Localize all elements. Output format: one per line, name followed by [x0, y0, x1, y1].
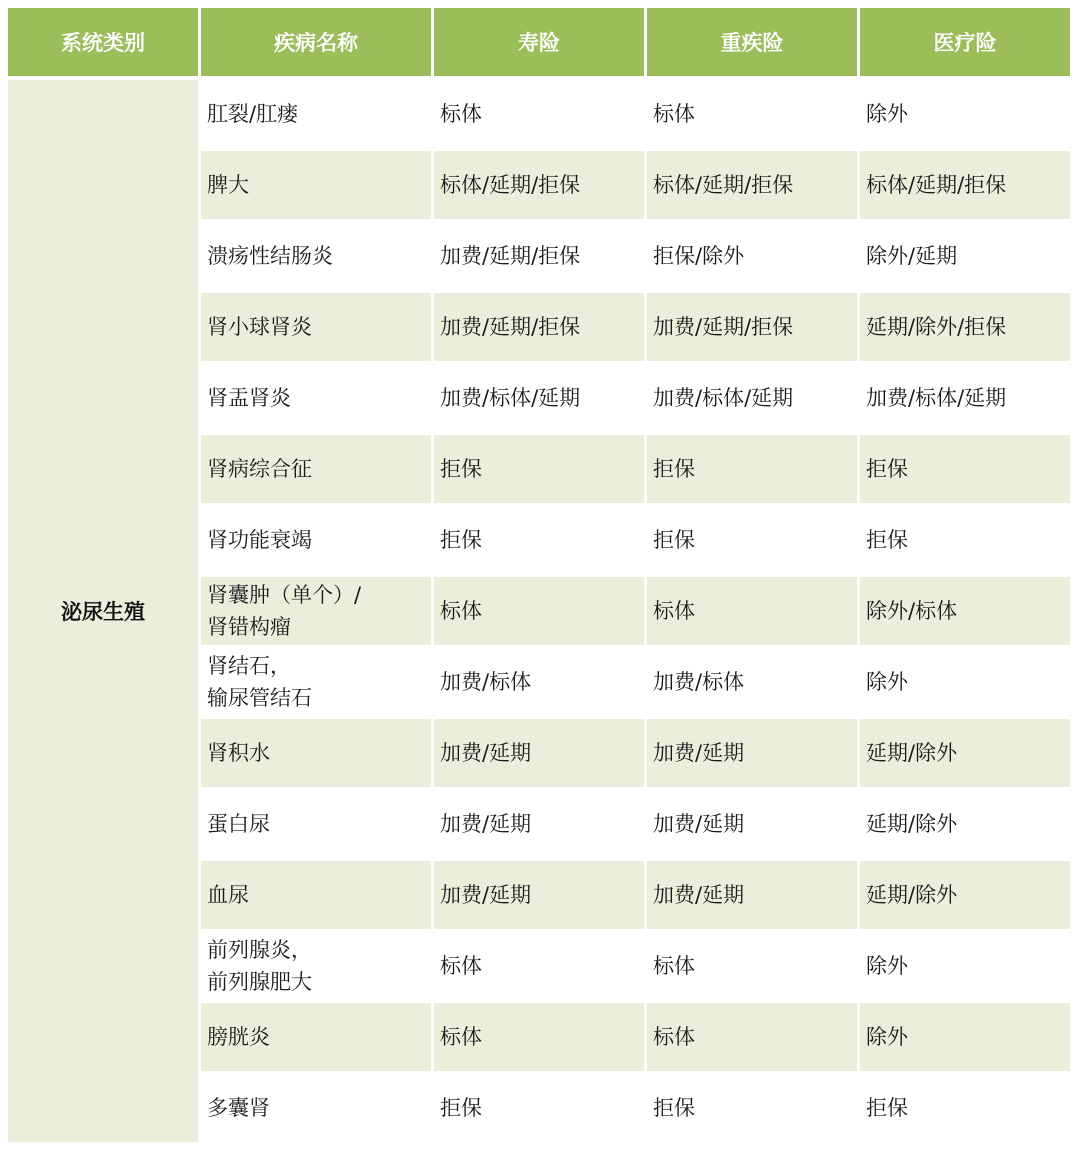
category-cell: 泌尿生殖 [8, 80, 198, 1142]
table-row [201, 577, 1070, 645]
table-row [201, 790, 1070, 858]
disease-name-line: 肾病综合征 [207, 457, 312, 481]
medical-insurance-cell: 除外 [866, 102, 908, 126]
life-insurance-cell: 加费/延期/拒保 [440, 244, 581, 268]
critical-illness-cell: 拒保/除外 [653, 244, 745, 268]
life-insurance-cell: 加费/标体/延期 [440, 386, 581, 410]
critical-illness-cell: 标体/延期/拒保 [647, 151, 857, 219]
disease-name-line: 多囊肾 [207, 1096, 270, 1120]
medical-insurance-cell: 除外 [866, 670, 908, 694]
disease-name-cell [201, 222, 431, 290]
disease-name-line: 前列腺肥大 [207, 970, 312, 994]
table-row [201, 1074, 1070, 1142]
disease-name-line: 脾大 [207, 173, 249, 197]
life-insurance-cell: 加费/延期 [434, 719, 644, 787]
disease-name-line: 肾结石， [207, 654, 291, 678]
header-medical: 医疗险 [860, 8, 1070, 76]
critical-illness-cell: 加费/延期/拒保 [647, 293, 857, 361]
disease-name-cell [201, 648, 431, 716]
disease-name-line: 前列腺炎， [207, 938, 312, 962]
critical-illness-cell: 标体 [653, 954, 695, 978]
table-row [201, 506, 1070, 574]
medical-insurance-cell: 延期/除外 [860, 861, 1070, 929]
life-insurance-cell: 加费/延期 [440, 812, 532, 836]
medical-insurance-cell: 除外/标体 [860, 577, 1070, 645]
disease-name-line: 膀胱炎 [207, 1025, 270, 1049]
life-insurance-cell: 加费/标体 [440, 670, 532, 694]
disease-name-cell [201, 435, 431, 503]
medical-insurance-cell: 拒保 [860, 435, 1070, 503]
medical-insurance-cell: 除外/延期 [866, 244, 958, 268]
life-insurance-cell: 标体 [434, 577, 644, 645]
disease-name-cell [201, 293, 431, 361]
life-insurance-cell: 拒保 [434, 435, 644, 503]
life-insurance-cell: 标体 [434, 1003, 644, 1071]
disease-name-cell [201, 364, 431, 432]
medical-insurance-cell: 延期/除外/拒保 [860, 293, 1070, 361]
header-category: 系统类别 [8, 8, 198, 76]
disease-name-line: 肾盂肾炎 [207, 386, 291, 410]
life-insurance-cell: 标体 [440, 102, 482, 126]
medical-insurance-cell: 除外 [860, 1003, 1070, 1071]
disease-name-cell [201, 719, 431, 787]
disease-name-cell [201, 1003, 431, 1071]
disease-name-cell [201, 506, 431, 574]
critical-illness-cell: 标体 [647, 1003, 857, 1071]
life-insurance-cell: 拒保 [440, 1096, 482, 1120]
medical-insurance-cell: 拒保 [866, 528, 908, 552]
disease-name-line: 输尿管结石 [207, 686, 312, 710]
critical-illness-cell: 加费/延期 [653, 812, 745, 836]
disease-name-cell [201, 932, 431, 1000]
table-row [201, 719, 1070, 787]
table-row [201, 293, 1070, 361]
critical-illness-cell: 加费/延期 [647, 861, 857, 929]
medical-insurance-cell: 延期/除外 [866, 812, 958, 836]
disease-name-cell [201, 151, 431, 219]
disease-name-cell [201, 80, 431, 148]
table-row [201, 435, 1070, 503]
disease-name-line: 肛裂/肛瘘 [207, 102, 299, 126]
critical-illness-cell: 加费/标体/延期 [653, 386, 794, 410]
table-row [201, 861, 1070, 929]
medical-insurance-cell: 延期/除外 [860, 719, 1070, 787]
medical-insurance-cell: 拒保 [866, 1096, 908, 1120]
disease-name-cell [201, 861, 431, 929]
table-row [201, 364, 1070, 432]
critical-illness-cell: 加费/延期 [647, 719, 857, 787]
critical-illness-cell: 拒保 [647, 435, 857, 503]
critical-illness-cell: 标体 [647, 577, 857, 645]
disease-name-line: 肾小球肾炎 [207, 315, 312, 339]
critical-illness-cell: 拒保 [653, 1096, 695, 1120]
medical-insurance-cell: 除外 [866, 954, 908, 978]
disease-name-line: 溃疡性结肠炎 [207, 244, 333, 268]
medical-insurance-cell: 标体/延期/拒保 [860, 151, 1070, 219]
table-row [201, 932, 1070, 1000]
disease-name-line: 肾功能衰竭 [207, 528, 312, 552]
disease-name-cell [201, 577, 431, 645]
disease-name-line: 肾积水 [207, 741, 270, 765]
critical-illness-cell: 标体 [653, 102, 695, 126]
life-insurance-cell: 标体 [440, 954, 482, 978]
header-life: 寿险 [434, 8, 644, 76]
life-insurance-cell: 加费/延期/拒保 [434, 293, 644, 361]
table-row [201, 151, 1070, 219]
life-insurance-cell: 拒保 [440, 528, 482, 552]
life-insurance-cell: 标体/延期/拒保 [434, 151, 644, 219]
header-disease: 疾病名称 [201, 8, 431, 76]
critical-illness-cell: 拒保 [653, 528, 695, 552]
critical-illness-cell: 加费/标体 [653, 670, 745, 694]
disease-name-line: 蛋白尿 [207, 812, 270, 836]
disease-name-line: 肾囊肿（单个）/ [207, 583, 362, 607]
life-insurance-cell: 加费/延期 [434, 861, 644, 929]
disease-name-cell [201, 1074, 431, 1142]
medical-insurance-cell: 加费/标体/延期 [866, 386, 1007, 410]
disease-name-line: 肾错构瘤 [207, 615, 291, 639]
disease-name-cell [201, 790, 431, 858]
table-row [201, 222, 1070, 290]
table-row [201, 648, 1070, 716]
table-row [201, 80, 1070, 148]
table-row [201, 1003, 1070, 1071]
disease-name-line: 血尿 [207, 883, 249, 907]
header-critical-illness: 重疾险 [647, 8, 857, 76]
